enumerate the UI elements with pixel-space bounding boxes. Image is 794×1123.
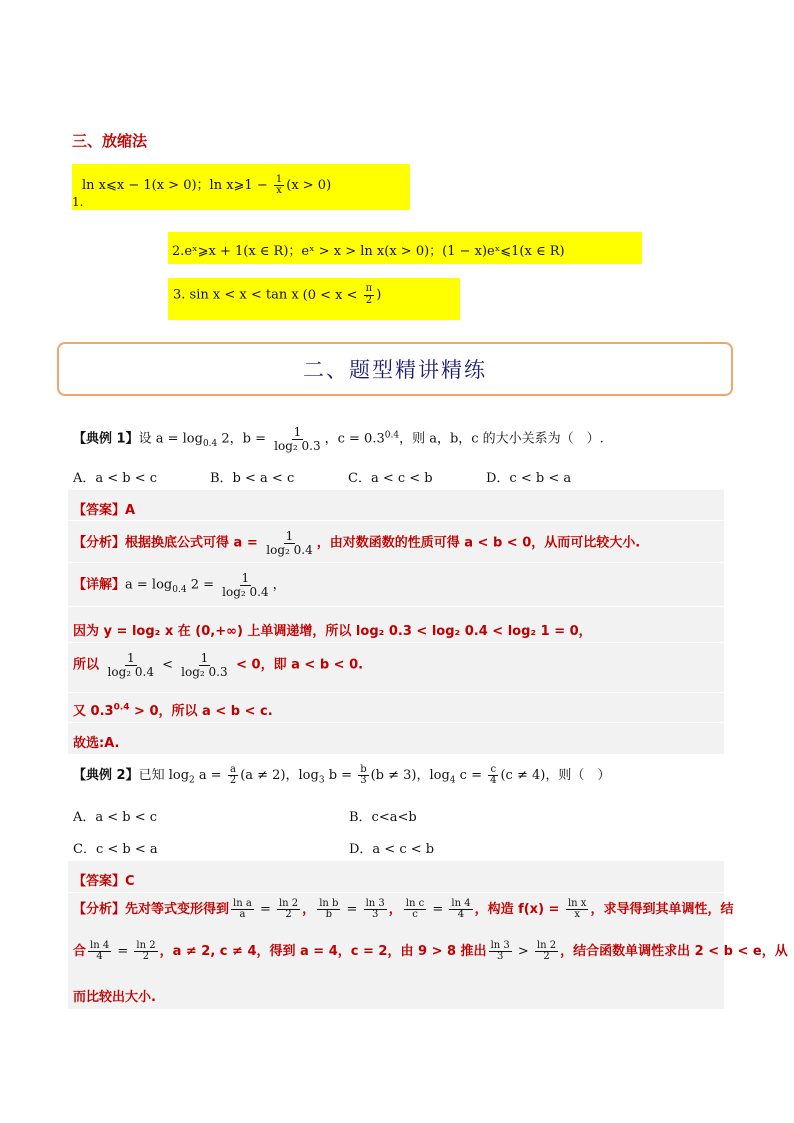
q-part: 2，b = (217, 431, 271, 447)
formula-2: 2.eˣ⩾x + 1(x ∈ R)；eˣ > x > ln x(x > 0)；(1 − x)eˣ⩽1(x ∈ R) (172, 244, 565, 259)
gt: > (513, 944, 533, 959)
analysis-text: ，a ≠ 2, c ≠ 4，得到 a = 4，c = 2，由 9 > 8 推出 (159, 944, 487, 959)
frac-den: 4 (490, 775, 497, 786)
example-1-line-5 (73, 652, 363, 678)
analysis-text: ，由对数函数的性质可得 a < b < 0，从而可比较大小. (316, 535, 641, 551)
frac (364, 899, 387, 921)
option-d: D．a < c < b (349, 842, 435, 857)
detail-text: 2 = (186, 577, 219, 593)
example-2-answer-box (68, 861, 724, 1009)
formula-1-number: 1. (72, 195, 84, 209)
frac (449, 899, 472, 921)
option-c: C．c < b < a (73, 842, 158, 857)
q-part: b = (324, 768, 357, 783)
frac-den: a (239, 909, 246, 920)
q-part: 设 a = log (138, 431, 203, 447)
frac-num: ln 3 (490, 939, 510, 951)
frac-num: ln 2 (278, 897, 299, 909)
divider (68, 606, 724, 607)
option-b: B．c<a<b (349, 810, 417, 825)
q-sub: 0.4 (202, 439, 218, 450)
analysis-text: ，求导得到其单调性，结 (590, 902, 734, 917)
q-sub: 3 (318, 775, 325, 786)
frac-num: ln 2 (136, 939, 156, 951)
q-part: (b ≠ 3)，log (370, 768, 450, 783)
frac-den: 4 (457, 909, 465, 920)
frac-num: 1 (200, 651, 209, 665)
option-c: C．a < c < b (348, 471, 433, 486)
q-sup: 0.4 (384, 430, 400, 441)
analysis-text: 先对等式变形得到 (125, 902, 230, 917)
detail-frac (220, 572, 270, 598)
frac (489, 941, 512, 963)
section-banner (57, 342, 733, 396)
banner-title: 二、题型精讲精练 (303, 358, 487, 382)
formula-1-text: ln x⩽x − 1(x > 0)；ln x⩾1 − (82, 178, 272, 193)
detail-text: ， (272, 577, 286, 593)
frac-num: 1 (241, 571, 250, 585)
example-1-answer: 【答案】A (73, 503, 136, 518)
frac-den: 2 (543, 951, 550, 962)
frac-den: log₂ 0.3 (181, 664, 228, 679)
frac-den: x (574, 909, 581, 920)
frac-den: x (276, 185, 282, 196)
example-2-answer: 【答案】C (73, 874, 135, 889)
q-part: ，c = 0.3 (324, 431, 385, 447)
frac-den: c (412, 909, 418, 920)
frac-num: 1 (285, 529, 294, 543)
line-text: 所以 (73, 657, 104, 673)
frac-den: 2 (285, 909, 292, 920)
formula-1-tail: (x > 0) (286, 178, 332, 193)
frac (535, 941, 558, 963)
frac-den: log₂ 0.4 (222, 584, 269, 599)
example-2-analysis-line-1 (73, 898, 733, 921)
frac-num: ln 4 (90, 939, 110, 951)
formula-3-close: ) (376, 287, 382, 303)
frac-den: 4 (96, 951, 103, 962)
q-frac (272, 426, 322, 452)
q-part: (c ≠ 4)，则（ ） (500, 768, 611, 783)
analysis-text: ，构造 f(x) = (474, 902, 564, 917)
option-a: A．a < b < c (73, 471, 158, 486)
eq: = (428, 902, 448, 917)
formula-1-frac (274, 175, 284, 197)
option-d: D．c < b < a (486, 471, 572, 486)
frac-num: a (230, 763, 236, 775)
line-frac-2 (179, 652, 229, 678)
q-part: a = (194, 768, 226, 783)
q-frac (228, 765, 238, 787)
frac (134, 941, 157, 963)
divider (68, 892, 724, 893)
example-2-analysis-line-3: 而比较出大小. (73, 990, 156, 1005)
analysis-tag: 【分析】 (73, 902, 126, 917)
frac (566, 899, 588, 921)
frac-den: log₂ 0.3 (274, 438, 321, 453)
frac-den: 3 (360, 775, 367, 786)
frac-num: ln 2 (536, 939, 557, 951)
option-a: A．a < b < c (73, 810, 158, 825)
frac-num: 1 (126, 651, 135, 665)
divider (68, 692, 724, 693)
formula-3-open: (0 < x < (302, 287, 362, 303)
example-1-line-4: 因为 y = log₂ x 在 (0,+∞) 上单调递增，所以 log₂ 0.3 < log₂ 0.4 < log₂ 1 = 0， (73, 624, 592, 639)
section-title: 三、放缩法 (72, 132, 148, 150)
frac-num: π (365, 283, 373, 294)
eq: = (113, 944, 133, 959)
eq: = (255, 902, 275, 917)
analysis-tag: 【分析】 (73, 535, 126, 551)
line-text: 又 0.3 (73, 704, 114, 719)
option-b: B．b < a < c (210, 471, 295, 486)
line-frac-1 (106, 652, 156, 678)
detail-tag: 【详解】 (73, 577, 126, 593)
frac-num: 1 (275, 173, 283, 185)
example-1-question (73, 426, 604, 452)
divider (68, 722, 724, 723)
frac-num: ln c (405, 897, 425, 909)
formula-1 (82, 174, 331, 197)
formula-3-head: 3. sin x < x < tan x (173, 287, 299, 303)
q-part: 已知 log (138, 768, 190, 783)
sep-text: ， (388, 902, 402, 917)
analysis-text: 合 (73, 944, 87, 959)
divider (68, 642, 724, 643)
q-frac (358, 765, 368, 787)
q-part: c = (455, 768, 487, 783)
frac-num: ln 4 (451, 897, 471, 909)
example-2-analysis-line-2 (73, 940, 788, 963)
frac-den: b (325, 909, 332, 920)
frac-num: b (360, 763, 367, 775)
analysis-text: ，结合函数单调性求出 2 < b < e，从 (560, 944, 788, 959)
frac-den: log₂ 0.4 (266, 542, 313, 557)
frac-num: ln x (567, 897, 587, 909)
frac-den: 3 (496, 951, 504, 962)
q-part: (a ≠ 2)，log (240, 768, 319, 783)
example-1-tag: 【典例 1】 (73, 431, 139, 447)
q-frac (488, 765, 498, 787)
frac (404, 899, 426, 921)
formula-3 (173, 284, 381, 306)
frac-num: ln b (319, 897, 339, 909)
eq: = (342, 902, 362, 917)
frac-den: 2 (142, 951, 150, 962)
example-1-line-6 (73, 700, 273, 719)
frac (277, 899, 300, 921)
analysis-text: 根据换底公式可得 a = (125, 535, 263, 551)
example-2-tag: 【典例 2】 (73, 768, 139, 783)
example-1-detail (73, 572, 286, 598)
detail-text: a = log (125, 577, 173, 593)
sep-text: ， (302, 902, 316, 917)
line-text: > 0，所以 a < b < c. (129, 704, 273, 719)
line-text: < 0，即 a < b < 0. (231, 657, 364, 673)
detail-sub: 0.4 (172, 585, 187, 596)
analysis-frac (264, 530, 314, 556)
frac-num: c (490, 763, 497, 775)
frac-den: 2 (365, 294, 373, 306)
q-sub: 4 (449, 775, 456, 786)
line-text: < (157, 657, 178, 673)
example-2-question (73, 764, 610, 787)
divider (68, 562, 724, 563)
q-sub: 2 (189, 775, 195, 786)
frac-den: log₂ 0.4 (107, 664, 154, 679)
line-sup: 0.4 (113, 702, 130, 713)
frac-den: 2 (229, 775, 237, 786)
frac-den: 3 (371, 909, 379, 920)
frac-num: ln a (233, 897, 252, 909)
frac (231, 899, 254, 921)
frac (88, 941, 111, 963)
formula-3-frac (364, 284, 375, 306)
divider (68, 520, 724, 521)
frac-num: ln 3 (365, 897, 385, 909)
frac (317, 899, 340, 921)
q-part: ，则 a，b，c 的大小关系为（ ）. (399, 431, 604, 447)
example-1-line-7: 故选:A. (73, 736, 120, 751)
frac-num: 1 (293, 425, 302, 439)
example-1-analysis (73, 530, 640, 556)
